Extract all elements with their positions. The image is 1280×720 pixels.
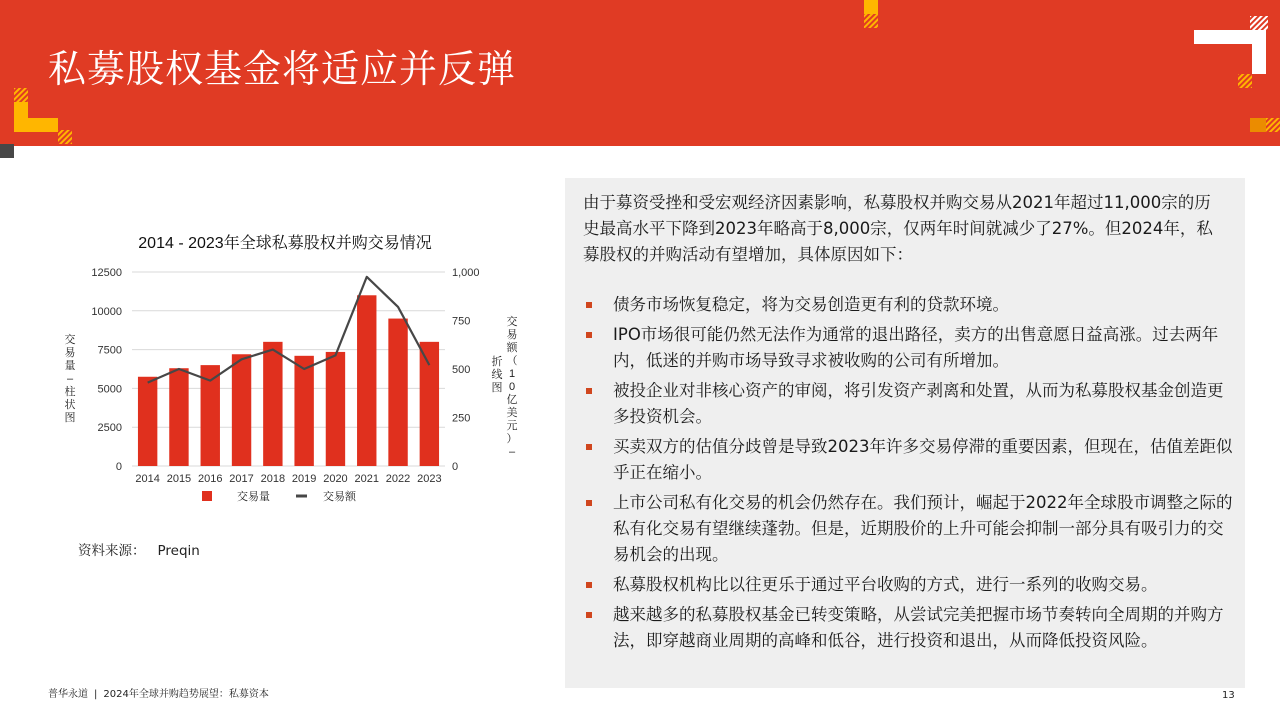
legend-label: 交易量	[237, 491, 270, 503]
bullet-marker-icon	[586, 388, 592, 394]
footer-doc-title: 2024年全球并购趋势展望：私募资本	[103, 689, 269, 700]
y2-tick-label: 0	[452, 461, 459, 473]
x-tick-label: 2018	[260, 473, 286, 485]
y2-tick-label: 500	[452, 364, 471, 376]
footer	[48, 685, 269, 700]
bullet-text: 私募股权机构比以往更乐于通过平台收购的方式，进行一系列的收购交易。	[613, 575, 1158, 594]
x-tick-label: 2022	[385, 473, 411, 485]
y2-tick-label: 750	[452, 315, 471, 328]
bullet-marker-icon	[586, 302, 592, 308]
y-tick-label: 12500	[91, 267, 122, 279]
x-tick-label: 2017	[229, 473, 254, 485]
bullet-item	[583, 602, 1233, 654]
bar-2014	[138, 377, 157, 466]
bar-2020	[326, 352, 345, 466]
bullet-text: 越来越多的私募股权基金已转变策略，从尝试完美把握市场节奏转向全周期的并购方法，即穿越商业周期的高峰和低谷，进行投资和退出，从而降低投资风险。	[613, 605, 1224, 650]
header-decoration-right	[1180, 0, 1280, 146]
intro-paragraph: 由于募资受挫和受宏观经济因素影响，私募股权并购交易从2021年超过11,000宗的历史最高水平下降到2023年略高于8,000宗，仅两年时间就减少了27%。但2024年，私募股权的并购活动有望增加，具体原因如下：	[583, 193, 1213, 264]
x-tick-label: 2023	[417, 473, 442, 485]
x-tick-label: 2020	[323, 473, 348, 485]
y2-tick-label: 1,000	[452, 267, 480, 279]
footer-brand: 普华永道	[48, 689, 88, 700]
bar-2018	[263, 342, 282, 466]
bullet-item	[583, 490, 1233, 568]
y2-tick-label: 250	[452, 412, 471, 425]
bullet-text: 债务市场恢复稳定，将为交易创造更有利的贷款环境。	[613, 295, 1009, 314]
bullet-item	[583, 292, 1233, 318]
bullet-marker-icon	[586, 500, 592, 506]
bullet-text: 被投企业对非核心资产的审阅，将引发资产剥离和处置，从而为私募股权基金创造更多投资机会。	[613, 381, 1224, 426]
bar-2017	[232, 354, 251, 466]
page-title: 私募股权基金将适应并反弹	[48, 47, 517, 91]
y-tick-label: 0	[115, 461, 122, 473]
x-tick-label: 2016	[198, 473, 223, 485]
legend-label: 交易额	[323, 491, 356, 503]
y-tick-label: 7500	[97, 344, 122, 357]
header-decoration-left	[0, 84, 80, 164]
bullet-text: IPO市场很可能仍然无法作为通常的退出路径，卖方的出售意愿日益高涨。过去两年内，低迷的并购市场导致寻求被收购的公司有所增加。	[613, 325, 1219, 370]
bar-2015	[169, 368, 188, 466]
bullet-marker-icon	[586, 582, 592, 588]
bar-2019	[294, 356, 313, 466]
bar-2022	[388, 319, 407, 466]
y-tick-label: 10000	[91, 305, 122, 318]
legend-swatch-交易量	[202, 491, 212, 501]
bullet-list	[583, 292, 1233, 658]
bullet-text: 买卖双方的估值分歧曾是导致2023年许多交易停滞的重要因素，但现在，估值差距似乎正在缩小。	[613, 437, 1233, 482]
bullet-marker-icon	[586, 444, 592, 450]
bullet-item	[583, 434, 1233, 486]
footer-separator: |	[94, 689, 98, 700]
bullet-marker-icon	[586, 332, 592, 338]
bullet-marker-icon	[586, 612, 592, 618]
source-label: 资料来源：	[78, 543, 146, 559]
chart-container	[40, 225, 560, 515]
text-panel	[565, 178, 1245, 688]
bullet-item	[583, 322, 1233, 374]
y-axis-label: 交易量–柱状图	[64, 334, 76, 424]
series-line-交易额	[148, 277, 430, 383]
y2-axis-label: 交易额（ 1 0 亿美元）–折线图	[491, 316, 518, 458]
bullet-item	[583, 572, 1233, 598]
page-number: 13	[1222, 690, 1235, 701]
header-decoration-top	[862, 0, 882, 30]
source-note	[78, 539, 200, 559]
bar-2023	[420, 342, 439, 466]
y-tick-label: 2500	[97, 422, 122, 435]
x-tick-label: 2019	[291, 473, 317, 485]
bullet-text: 上市公司私有化交易的机会仍然存在。我们预计，崛起于2022年全球股市调整之际的私有化交易有望继续蓬勃。但是，近期股价的上升可能会抑制一部分具有吸引力的交易机会的出现。	[613, 493, 1233, 564]
chart-title: 2014 - 2023年全球私募股权并购交易情况	[138, 235, 432, 252]
x-tick-label: 2015	[166, 473, 192, 485]
x-tick-label: 2021	[354, 473, 379, 485]
source-value: Preqin	[157, 543, 200, 559]
y-tick-label: 5000	[97, 383, 122, 396]
x-tick-label: 2014	[135, 473, 160, 485]
chart-svg	[40, 225, 560, 515]
bullet-item	[583, 378, 1233, 430]
bar-2021	[357, 295, 376, 466]
